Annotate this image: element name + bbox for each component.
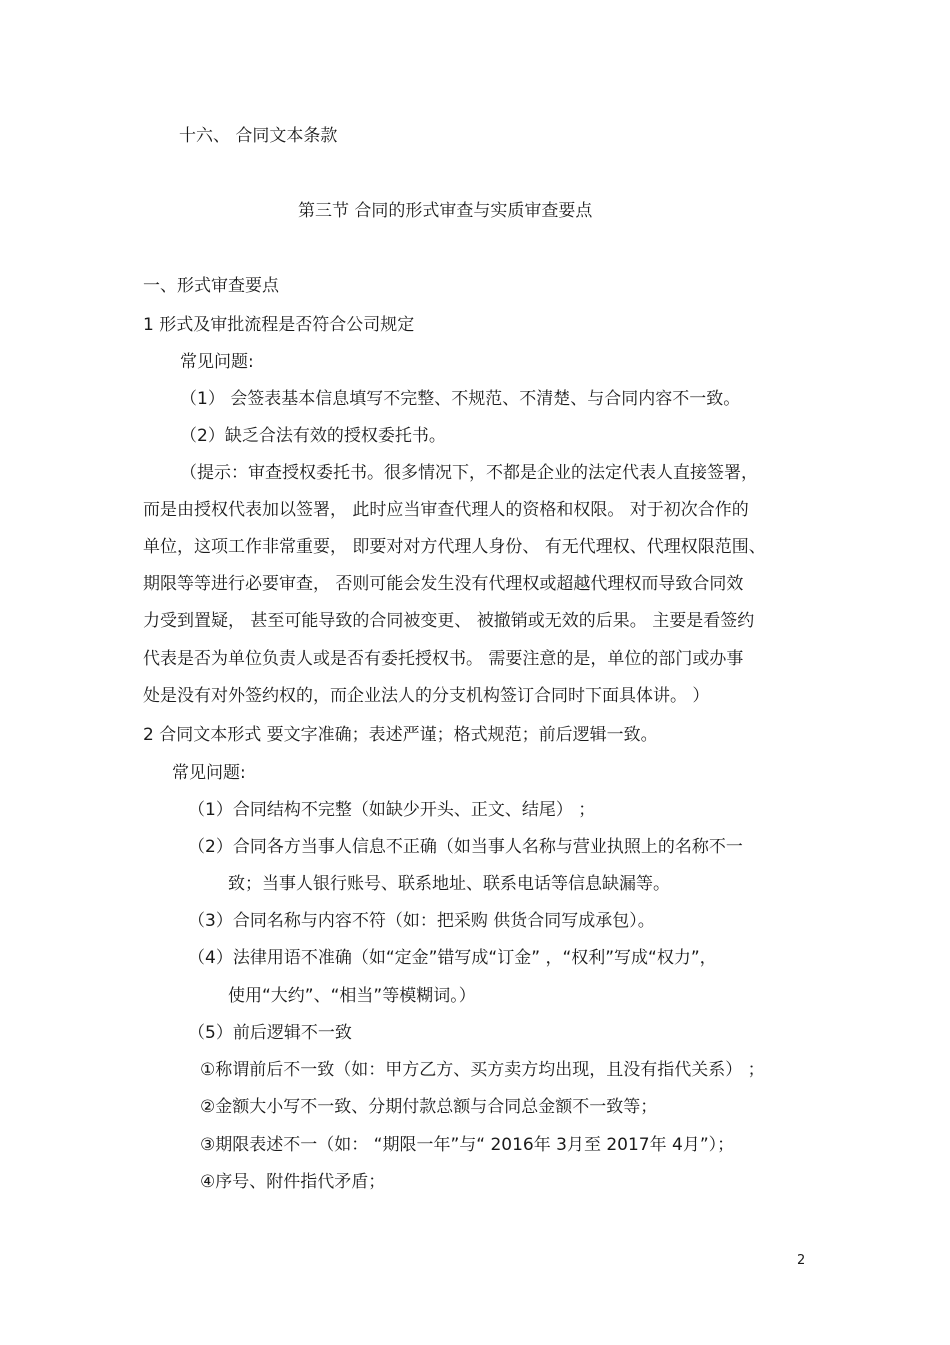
problem-item: （4）法律用语不准确（如“定金”错写成“订金” ，“权利”写成“权力”， [188, 948, 717, 968]
note-line: 单位，这项工作非常重要， 即要对对方代理人身份、 有无代理权、代理权限范围、 [143, 537, 766, 557]
note-line: 力受到置疑， 甚至可能导致的合同被变更、 被撤销或无效的后果。 主要是看签约 [143, 611, 755, 631]
chapter-heading: 十六、 合同文本条款 [179, 126, 338, 146]
note-line: 处是没有对外签约权的，而企业法人的分支机构签订合同时下面具体讲。 ） [143, 686, 710, 706]
note-line: （提示：审查授权委托书。很多情况下，不都是企业的法定代表人直接签署， [180, 463, 758, 483]
sub-problem-item: ①称谓前后不一致（如：甲方乙方、买方卖方均出现，且没有指代关系） ； [200, 1060, 765, 1080]
problem-item: （5）前后逻辑不一致 [188, 1023, 352, 1043]
section-title: 第三节 合同的形式审查与实质审查要点 [298, 201, 593, 221]
problem-item: （1）合同结构不完整（如缺少开头、正文、结尾） ； [188, 800, 596, 820]
problem-item: （2）缺乏合法有效的授权委托书。 [180, 426, 446, 446]
sub-problem-item: ③期限表述不一（如： “期限一年”与“ 2016年 3月至 2017年 4月”）； [200, 1135, 735, 1155]
note-line: 而是由授权代表加以签署， 此时应当审查代理人的资格和权限。 对于初次合作的 [143, 500, 749, 520]
page-number: 2 [797, 1253, 806, 1268]
item-title: 1 形式及审批流程是否符合公司规定 [143, 315, 415, 335]
part-title: 一、形式审查要点 [143, 276, 279, 296]
note-line: 代表是否为单位负责人或是否有委托授权书。 需要注意的是，单位的部门或办事 [143, 649, 744, 669]
problem-item-continued: 使用“大约”、“相当”等模糊词。） [228, 986, 476, 1006]
item-title: 2 合同文本形式 要文字准确；表述严谨；格式规范；前后逻辑一致。 [143, 725, 658, 745]
common-problems-label: 常见问题: [172, 763, 246, 783]
problem-item: （2）合同各方当事人信息不正确（如当事人名称与营业执照上的名称不一 [188, 837, 743, 857]
problem-item-continued: 致；当事人银行账号、联系地址、联系电话等信息缺漏等。 [228, 874, 670, 894]
sub-problem-item: ④序号、附件指代矛盾； [200, 1172, 386, 1192]
note-line: 期限等等进行必要审查， 否则可能会发生没有代理权或超越代理权而导致合同效 [143, 574, 744, 594]
sub-problem-item: ②金额大小写不一致、分期付款总额与合同总金额不一致等； [200, 1097, 658, 1117]
problem-item: （3）合同名称与内容不符（如：把采购 供货合同写成承包）。 [188, 911, 655, 931]
common-problems-label: 常见问题: [180, 352, 254, 372]
problem-item: （1） 会签表基本信息填写不完整、不规范、不清楚、与合同内容不一致。 [180, 389, 741, 409]
